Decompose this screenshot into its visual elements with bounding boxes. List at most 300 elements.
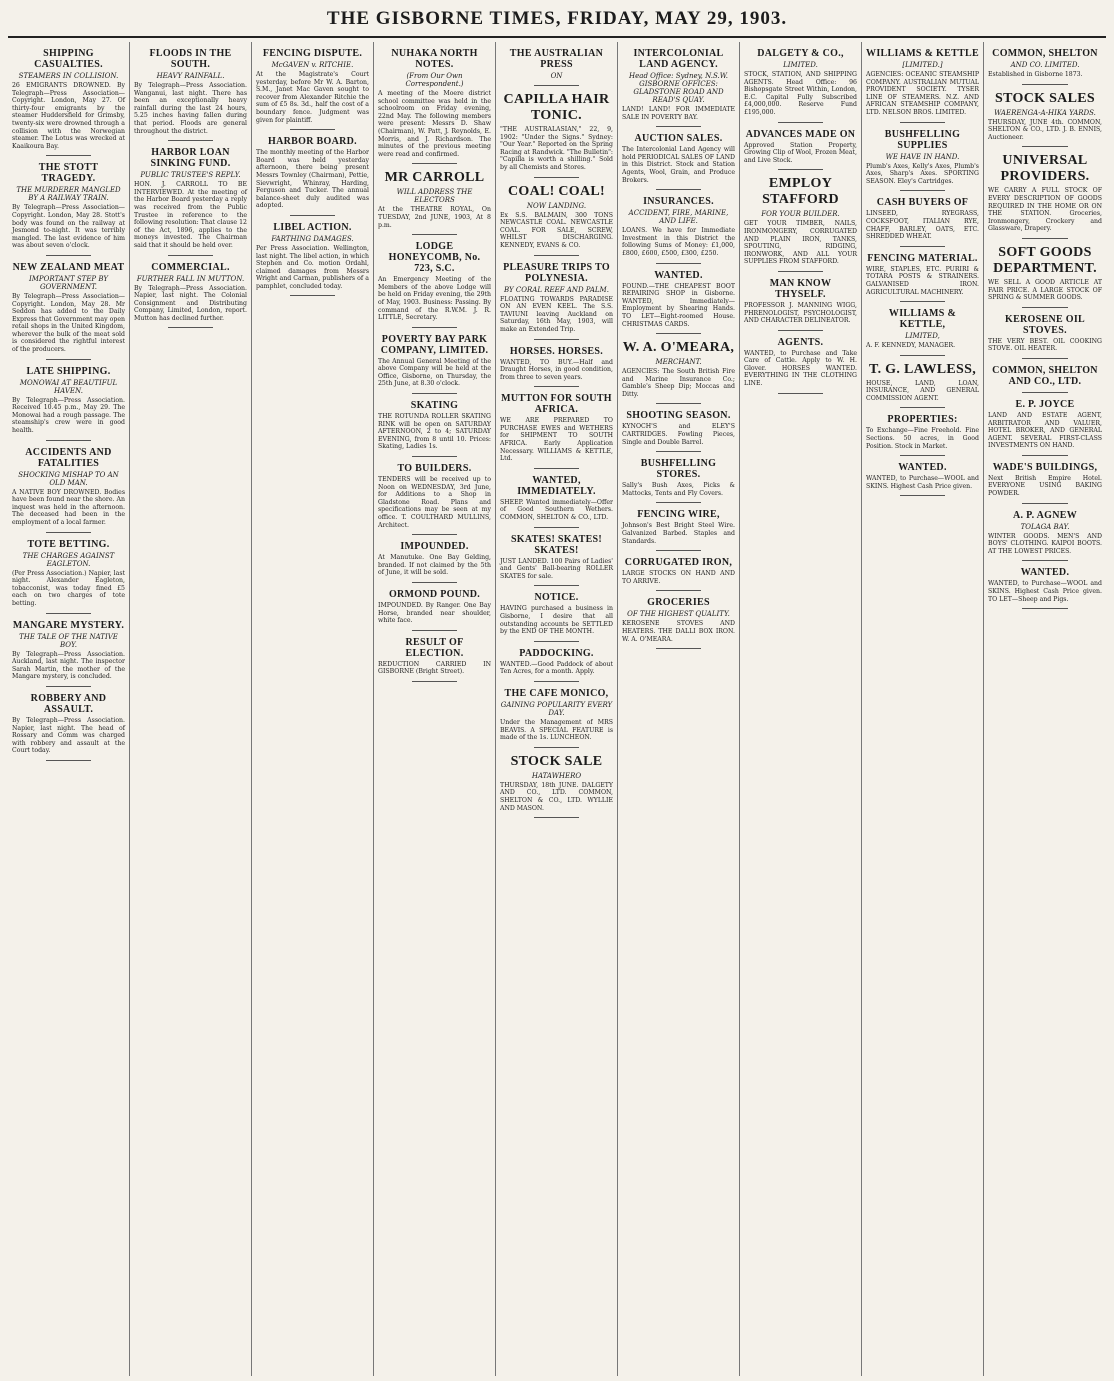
article-body: KEROSENE STOVES AND HEATERS. THE DALLI BOX IRON. W. A. O'MEARA.: [622, 620, 735, 643]
article-body: By Telegraph—Press Association—Copyright. London, May 28. Stott's body was found on the railway at Jesmond to-night. It was terribly mangled. The last evidence of him was about seven o'clock.: [12, 204, 125, 250]
article-heading: THE AUSTRALIAN PRESS: [509, 48, 604, 70]
article: [12, 48, 125, 156]
article-body: At the THEATRE ROYAL, On TUESDAY, 2nd JUNE, 1903, At 8 p.m.: [378, 206, 491, 229]
article-heading: CASH BUYERS OF: [876, 197, 969, 209]
section-divider: [778, 122, 823, 123]
article-heading: THE CAFE MONICO,: [504, 687, 609, 699]
article-heading: LATE SHIPPING.: [26, 365, 111, 377]
article: [988, 365, 1102, 393]
section-divider: [290, 215, 335, 216]
article-heading: SKATING: [410, 400, 459, 412]
article: [988, 314, 1102, 359]
article: [988, 567, 1102, 609]
article: [12, 162, 125, 256]
section-divider: [900, 407, 945, 408]
article-subheading: Head Office: Sydney, N.S.W. GISBORNE OFFICES: GLADSTONE ROAD AND READ'S QUAY.: [629, 72, 728, 104]
article-heading: FENCING WIRE,: [637, 509, 720, 521]
article-heading: FLOODS IN THE SOUTH.: [149, 48, 232, 70]
article-heading: ACCIDENTS AND FATALITIES: [25, 446, 112, 469]
article: [622, 196, 735, 263]
article: [988, 399, 1102, 456]
article-body: WE SELL A GOOD ARTICLE AT FAIR PRICE. A LARGE STOCK OF SPRING & SUMMER GOODS.: [988, 278, 1102, 302]
article-body: AGENCIES: The South British Fire and Marine Insurance Co.; Gamble's Sheep Dip; Moccas and Ditty.: [622, 368, 735, 398]
article-body: AGENCIES: OCEANIC STEAMSHIP COMPANY. AUSTRALIAN MUTUAL PROVIDENT SOCIETY. TYSER LINE OF STEAMERS. N.Z. AND AFRICAN STEAMSHIP COMPANY, LTD. NELSON BROS. LIMITED.: [866, 71, 979, 116]
article-heading: COMMON, SHELTON: [992, 48, 1098, 59]
article-subheading: [LIMITED.]: [902, 61, 943, 69]
article-heading: SHOOTING SEASON.: [626, 410, 731, 422]
article-heading: WANTED.: [898, 462, 947, 474]
article: [378, 400, 491, 457]
section-divider: [900, 301, 945, 302]
section-divider: [412, 681, 457, 682]
article: [134, 48, 247, 141]
article: [866, 253, 979, 302]
section-divider: [778, 330, 823, 331]
article-subheading: NOW LANDING.: [526, 201, 587, 210]
article-heading: FENCING MATERIAL.: [867, 252, 978, 264]
masthead: [0, 8, 1114, 34]
article-body: STOCK, STATION, AND SHIPPING AGENTS. Head Office: 96 Bishopsgate Street Within, London, E.C. Capital Fully Subscribed £4,000,000. Reserve Fund £195,000.: [744, 71, 857, 116]
article: [500, 262, 613, 340]
article-subheading: WILL ADDRESS THE ELECTORS: [396, 188, 473, 205]
article-heading: PLEASURE TRIPS TO POLYNESIA.: [503, 261, 610, 284]
article-body: PROFESSOR J. MANNING WIGG, PHRENOLOGIST, PSYCHOLOGIST, AND CHARACTER DELINEATOR.: [744, 301, 857, 325]
article-heading: ADVANCES MADE ON: [745, 128, 856, 140]
article: [988, 153, 1102, 239]
article-body: FLOATING TOWARDS PARADISE ON AN EVEN KEEL. The S.S. TAVIUNI leaving Auckland on Saturday, 16th May, 1903, will make an Extended Trip.: [500, 295, 613, 333]
article-heading: LODGE HONEYCOMB, No. 723, S.C.: [388, 241, 481, 275]
article: [500, 534, 613, 587]
article: [378, 170, 491, 235]
article-subheading: IMPORTANT STEP BY GOVERNMENT.: [28, 274, 109, 291]
article-heading: LIBEL ACTION.: [273, 221, 352, 233]
article-heading: NOTICE.: [534, 592, 579, 604]
column-2: [130, 42, 252, 1376]
article-subheading: FURTHER FALL IN MUTTON.: [136, 274, 245, 283]
article-heading: W. A. O'MEARA,: [622, 340, 735, 356]
article-subheading: PUBLIC TRUSTEE'S REPLY.: [140, 171, 241, 180]
article-heading: IMPOUNDED.: [400, 541, 469, 553]
article-subheading: McGAVEN v. RITCHIE.: [271, 61, 354, 69]
article-heading: E. P. JOYCE: [1015, 398, 1075, 410]
article-heading: EMPLOY STAFFORD: [762, 176, 839, 208]
article-body: Approved Station Property, Growing Clip of Wool, Frozen Meat, and Live Stock.: [744, 141, 857, 164]
article-heading: UNIVERSAL PROVIDERS.: [1000, 153, 1090, 185]
section-divider: [1022, 392, 1068, 393]
section-divider: [46, 255, 91, 256]
article-subheading: GAINING POPULARITY EVERY DAY.: [500, 700, 613, 717]
article-subheading: WAERENGA-A-HIKA YARDS.: [994, 108, 1096, 117]
article: [500, 346, 613, 388]
article: [622, 133, 735, 190]
article-body: A meeting of the Moere district school committee was held in the schoolroom on Friday evening, 22nd May. The following members were present: Messrs D. Shaw (Chairman), W. Patt, J. Reynolds, E. Morris, and J. Richardson. The minutes of the previous meeting were read and confirmed.: [378, 90, 491, 158]
article-heading: PROPERTIES:: [887, 414, 958, 426]
column-9: [984, 42, 1106, 1376]
article: [12, 447, 125, 533]
article-body: WANTED, to Purchase—WOOL and SKINS. Highest Cash Price given.: [866, 475, 979, 490]
article-heading: TOTE BETTING.: [27, 538, 110, 550]
article: [378, 463, 491, 535]
article-heading: COAL! COAL!: [507, 183, 606, 199]
article-body: THURSDAY, JUNE 4th. COMMON, SHELTON & CO., LTD. J. B. ENNIS, Auctioneer.: [988, 118, 1102, 141]
article-heading: GROCERIES: [647, 597, 710, 609]
section-divider: [534, 339, 579, 340]
article-body: By Telegraph—Press Association—Copyright. London, May 28. Mr Seddon has added to the Daily Express that Government may open retail shops in the United Kingdom, wherever the bulk of the meat sold is considered the rightful interest of the producers.: [12, 292, 125, 354]
article-heading: THE STOTT TRAGEDY.: [38, 162, 99, 185]
article-heading: NUHAKA NORTH NOTES.: [391, 48, 478, 70]
article-heading: COMMERCIAL.: [151, 261, 230, 273]
article: [988, 462, 1102, 504]
article: [622, 597, 735, 649]
article-body: A. F. KENNEDY, MANAGER.: [866, 342, 956, 350]
section-divider: [656, 550, 701, 551]
section-divider: [656, 590, 701, 591]
article-heading: WANTED.: [654, 269, 703, 281]
article: [622, 458, 735, 503]
article-body: The Intercolonial Land Agency will hold PERIODICAL SALES OF LAND in this District. Stock and Station Agents, Wool, Grain, and Produce Brokers.: [622, 146, 735, 184]
article-body: LAND! LAND! FOR IMMEDIATE SALE IN POVERTY BAY.: [622, 106, 735, 121]
section-divider: [1022, 238, 1068, 239]
section-divider: [656, 189, 701, 190]
article-subheading: HATAWHERO: [531, 771, 582, 780]
article-heading: INSURANCES.: [643, 196, 714, 208]
section-divider: [534, 641, 579, 642]
section-divider: [290, 129, 335, 130]
article-heading: MR CARROLL: [384, 170, 485, 186]
article-body: Johnson's Best Bright Steel Wire. Galvanized Barbed. Staples and Standards.: [622, 522, 735, 545]
section-divider: [534, 681, 579, 682]
article-subheading: THE CHARGES AGAINST EAGLETON.: [22, 551, 115, 568]
article: [866, 308, 979, 356]
article-heading: DALGETY & CO.,: [757, 48, 844, 59]
article-heading: T. G. LAWLESS,: [868, 361, 977, 377]
section-divider: [656, 648, 701, 649]
article: [500, 92, 613, 178]
article: [12, 366, 125, 441]
article: [256, 48, 369, 130]
article-heading: BUSHFELLING STORES.: [640, 458, 717, 481]
article: [12, 693, 125, 761]
article-body: At the Magistrate's Court yesterday, before Mr W. A. Barton, S.M., Janet Mac Gaven sought to recover from Alexander Ritchie the sum of £5 8s. 3d., half the cost of a boundary fence. Judgment was given for plaintiff.: [256, 71, 369, 124]
article: [622, 509, 735, 551]
section-divider: [778, 271, 823, 272]
section-divider: [778, 169, 823, 170]
section-divider: [1022, 358, 1068, 359]
article-heading: SHIPPING CASUALTIES.: [34, 48, 103, 70]
article-body: An Emergency Meeting of the Members of the above Lodge will be held on Friday evening, the 29th of May, 1903. Business: Passing. By command of the R.W.M. J. R. LITTLE, Secretary.: [378, 276, 491, 322]
article-heading: FENCING DISPUTE.: [262, 48, 363, 59]
article-heading: ORMOND POUND.: [388, 588, 481, 600]
article-subheading: STEAMERS IN COLLISION.: [18, 72, 119, 80]
section-divider: [168, 255, 213, 256]
article-body: WANTED, TO BUY.—Half and Draught Horses, in good condition, from three to seven years.: [500, 358, 613, 381]
section-divider: [412, 534, 457, 535]
article: [134, 262, 247, 329]
article: [622, 48, 735, 127]
section-divider: [534, 468, 579, 469]
article: [988, 510, 1102, 562]
section-divider: [534, 255, 579, 256]
article: [500, 592, 613, 641]
article-body: WANTED, to Purchase—WOOL and SKINS. Highest Cash Price given. TO LET—Sheep and Pigs.: [988, 580, 1102, 603]
section-divider: [534, 585, 579, 586]
article-subheading: ON: [550, 72, 563, 80]
article-body: By Telegraph—Press Association. Auckland, last night. The inspector Sarah Martin, the mother of the Mangare mystery, is concluded.: [12, 650, 125, 681]
article: [988, 245, 1102, 308]
article-body: Sally's Bush Axes, Picks & Mattocks, Tents and Fly Covers.: [622, 482, 735, 497]
section-divider: [46, 613, 91, 614]
section-divider: [46, 760, 91, 761]
article-body: THE VERY BEST. OIL COOKING STOVE. OIL HEATER.: [988, 337, 1102, 353]
article-heading: STOCK SALES: [995, 90, 1095, 106]
article-body: JUST LANDED. 100 Pairs of Ladies' and Gents' Ball-bearing ROLLER SKATES for sale.: [500, 557, 613, 580]
article-heading: MAN KNOW THYSELF.: [769, 277, 832, 300]
article-heading: WILLIAMS & KETTLE: [866, 48, 979, 59]
section-divider: [656, 263, 701, 264]
article: [12, 539, 125, 614]
article-heading: WADE'S BUILDINGS,: [992, 461, 1098, 473]
article-subheading: TOLAGA BAY.: [1020, 522, 1070, 531]
article-body: By Telegraph—Press Association. Received 10.45 p.m., May 29. The Monowai had a rough passage. The steamship's crew were in good health.: [12, 396, 125, 435]
column-1: [8, 42, 130, 1376]
article: [866, 197, 979, 246]
section-divider: [168, 327, 213, 328]
article-subheading: THE MURDERER MANGLED BY A RAILWAY TRAIN.: [16, 186, 121, 203]
article-heading: WANTED, IMMEDIATELY.: [517, 474, 596, 497]
article-body: At Manutuke. One Bay Gelding, branded. If not claimed by the 5th of June, it will be sold.: [378, 554, 491, 577]
article-body: To Exchange—Fine Freehold. Fine Sections. 50 acres, in Good Position. Stock in Market.: [866, 427, 979, 450]
article-subheading: MONOWAI AT BEAUTIFUL HAVEN.: [19, 378, 118, 395]
article: [866, 462, 979, 496]
article-heading: POVERTY BAY PARK COMPANY, LIMITED.: [380, 333, 489, 356]
article-subheading: THE TALE OF THE NATIVE BOY.: [19, 632, 118, 649]
section-divider: [412, 327, 457, 328]
article-body: LOANS. We have for Immediate Investment in this District the following Sums of Money: £1,000, £800, £600, £500, £300, £250.: [622, 227, 735, 257]
article: [988, 48, 1102, 85]
article-body: WINTER GOODS. MEN'S AND BOYS' CLOTHING. KAIPOI BOOTS. AT THE LOWEST PRICES.: [988, 532, 1102, 555]
article-heading: HARBOR BOARD.: [268, 136, 357, 148]
article: [744, 129, 857, 171]
article: [378, 48, 491, 164]
section-divider: [46, 155, 91, 156]
article-subheading: OF THE HIGHEST QUALITY.: [627, 610, 730, 619]
article: [744, 278, 857, 331]
article-body: Under the Management of MRS BEAVIS. A SPECIAL FEATURE is made of the 1s. LUNCHEON.: [500, 718, 613, 742]
article-heading: MUTTON FOR SOUTH AFRICA.: [501, 393, 612, 416]
article: [866, 129, 979, 192]
article-heading: INTERCOLONIAL LAND AGENCY.: [633, 48, 724, 70]
article: [866, 362, 979, 409]
section-divider: [46, 532, 91, 533]
article: [500, 648, 613, 682]
article-subheading: FARTHING DAMAGES.: [271, 234, 354, 243]
section-divider: [656, 502, 701, 503]
article-body: FOUND.—THE CHEAPEST BOOT REPAIRING SHOP in Gisborne. WANTED, Immediately—Employment by Shearing Hands. TO LET—Eight-roomed House. CHRISTMAS CARDS.: [622, 282, 735, 328]
section-divider: [656, 333, 701, 334]
article-body: HAVING purchased a business in Gisborne, I desire that all outstanding accounts be SETTLED by the END OF THE MONTH.: [500, 605, 613, 636]
article-body: SHEEP. Wanted immediately—Offer of Good Southern Wethers. COMMON, SHELTON & CO., LTD.: [500, 498, 613, 522]
article: [744, 48, 857, 123]
article: [378, 541, 491, 583]
section-divider: [1022, 503, 1068, 504]
article-heading: HORSES. HORSES.: [509, 345, 604, 357]
section-divider: [534, 386, 579, 387]
article: [500, 475, 613, 528]
article-heading: NEW ZEALAND MEAT: [12, 261, 125, 273]
article: [378, 637, 491, 682]
section-divider: [900, 355, 945, 356]
article: [866, 48, 979, 123]
section-divider: [656, 403, 701, 404]
section-divider: [1022, 560, 1068, 561]
article-heading: HARBOR LOAN SINKING FUND.: [150, 147, 231, 170]
section-divider: [534, 527, 579, 528]
section-divider: [656, 451, 701, 452]
article-heading: WANTED.: [1020, 567, 1070, 579]
article: [500, 48, 613, 86]
article: [378, 334, 491, 394]
article: [256, 222, 369, 297]
article-heading: A. P. AGNEW: [1012, 509, 1078, 521]
article: [500, 754, 613, 818]
article-body: LAND AND ESTATE AGENT, ARBITRATOR AND VALUER, HOTEL BROKER, AND GENERAL AGENT. SEVERAL FIRST-CLASS INVESTMENTS ON HAND.: [988, 411, 1102, 450]
article-body: The Annual General Meeting of the above Company will be held at the Office, Gisborne, on Thursday, the 25th June, at 8.30 o'clock.: [378, 357, 491, 388]
article-heading: TO BUILDERS.: [397, 463, 472, 475]
article-body: Per Press Association. Wellington, last night. The libel action, in which Stephen and Co. motion Ordahl, claimed damages from Messrs Wright and Carman, publishers of a pamphlet, concluded today.: [256, 244, 369, 290]
article: [378, 589, 491, 631]
article-body: "THE AUSTRALASIAN," 22, 9, 1902: "Under the Signs." Sydney: "Our Year." Reported on the Spring Racing at Randwick. "The Bulletin": "Capilla is worth a shilling." Sold by all Chemists and Stores.: [500, 126, 613, 171]
column-5: [496, 42, 618, 1376]
section-divider: [900, 122, 945, 123]
article-subheading: BY CORAL REEF AND PALM.: [504, 285, 609, 294]
article-body: Ex S.S. BALMAIN, 300 TONS NEWCASTLE COAL. NEWCASTLE COAL. FOR SALE, SCREW, WHILST DISCHARGING. KENNEDY, EVANS & CO.: [500, 211, 613, 249]
article: [988, 91, 1102, 148]
article-body: THE ROTUNDA ROLLER SKATING RINK will be open on SATURDAY AFTERNOON, 2 to 4; SATURDAY EVENING, from 8 until 10. Prices: Skating, Ladies 1s.: [378, 413, 491, 451]
section-divider: [412, 163, 457, 164]
article-subheading: WE HAVE IN HAND.: [885, 152, 960, 161]
article-heading: PADDOCKING.: [519, 647, 594, 659]
article-heading: MANGARE MYSTERY.: [12, 619, 125, 631]
article: [134, 147, 247, 255]
article-body: IMPOUNDED. By Ranger. One Bay Horse, branded near shoulder, white face.: [378, 601, 491, 625]
article-body: KYNOCH'S and ELEY'S CARTRIDGES. Fowling Pieces, Single and Double Barrel.: [622, 423, 735, 446]
article-body: WANTED.—Good Paddock of about Ten Acres, for a month. Apply.: [500, 660, 613, 676]
section-divider: [900, 495, 945, 496]
article-body: 26 EMIGRANTS DROWNED. By Telegraph—Press Association—Copyright. London, May 27. Of thirty-four emigrants by the steamer Huddersfield for Grimsby, twenty-six were drowned through a collision with the Norwegian steamer. The Lotus was wrecked at Kaaikoura Bay.: [12, 82, 125, 150]
section-divider: [778, 393, 823, 394]
article: [622, 557, 735, 591]
masthead-rule: [8, 36, 1106, 38]
section-divider: [1022, 455, 1068, 456]
article-body: WANTED, to Purchase and Take Care of Cattle. Apply to W. H. Glover. HORSES WANTED. EVERYTHING IN THE CLOTHING LINE.: [744, 349, 857, 388]
section-divider: [412, 456, 457, 457]
section-divider: [46, 359, 91, 360]
article-subheading: LIMITED.: [783, 61, 818, 69]
article: [622, 410, 735, 452]
section-divider: [1022, 146, 1068, 147]
article: [622, 340, 735, 404]
article-heading: RESULT OF ELECTION.: [405, 636, 464, 659]
article: [744, 176, 857, 272]
article-heading: AGENTS.: [777, 336, 824, 348]
section-divider: [46, 686, 91, 687]
article-heading: STOCK SALE: [510, 753, 603, 769]
article-body: By Telegraph—Press Association. Napier, last night. The head of Rossary and Comm was charged with robbery and assault at the Court today.: [12, 716, 125, 755]
article-body: LINSEED, RYEGRASS, COCKSFOOT, ITALIAN RYE, CHAFF, BARLEY, OATS, ETC. SHREDDED WHEAT.: [866, 210, 979, 241]
section-divider: [412, 630, 457, 631]
article-heading: WILLIAMS & KETTLE,: [888, 308, 957, 331]
article-body: The monthly meeting of the Harbor Board was held yesterday afternoon, there being present Messrs Townley (Chairman), Pettie, Sievwright, Whinray, Harding, Ferguson and Tucker. The annual balance-sheet duly audited was adopted.: [256, 149, 369, 210]
article-subheading: AND CO. LIMITED.: [1010, 61, 1080, 69]
section-divider: [900, 246, 945, 247]
article-body: HON. J. CARROLL TO BE INTERVIEWED. At the meeting of the Harbor Board yesterday a reply was received from the Public Trustee in reference to the following resolution: That clause 12 of the Act, 1896, applies to the moneys invested. The Chairman said that it should be held over.: [134, 181, 247, 249]
section-divider: [1022, 307, 1068, 308]
section-divider: [168, 140, 213, 141]
section-divider: [900, 455, 945, 456]
article-body: WE CARRY A FULL STOCK OF EVERY DESCRIPTION OF GOODS REQUIRED IN THE HOME OR ON THE STATION. Groceries, Ironmongery, Crockery and Glassware, Drapery.: [988, 187, 1102, 233]
article: [866, 414, 979, 456]
section-divider: [46, 440, 91, 441]
article-subheading: LIMITED,: [905, 332, 940, 341]
article-heading: CAPILLA HAIR TONIC.: [503, 92, 610, 123]
article-subheading: SHOCKING MISHAP TO AN OLD MAN.: [18, 470, 119, 487]
article-heading: COMMON, SHELTON AND CO., LTD.: [992, 364, 1098, 387]
article-heading: SOFT GOODS DEPARTMENT.: [993, 244, 1097, 276]
article: [744, 337, 857, 394]
article-body: WIRE, STAPLES, ETC. PURIRI & TOTARA POSTS & STRAINERS. GALVANISED IRON. AGRICULTURAL MACHINERY.: [866, 265, 979, 296]
article-body: (Per Press Association.) Napier, last night. Alexander Eagleton, tobacconist, was today fined £5 each on two charges of tote betting.: [12, 569, 125, 607]
article-body: A NATIVE BOY DROWNED. Bodies have been found near the shore. An inquest was held in the afternoon. The deceased had been in the employment of a local farmer.: [12, 488, 125, 526]
article-body: HOUSE, LAND, LOAN, INSURANCE, AND GENERAL COMMISSION AGENT.: [866, 379, 979, 402]
section-divider: [290, 295, 335, 296]
section-divider: [534, 747, 579, 748]
article-body: WE ARE PREPARED TO PURCHASE EWES and WETHERS for SHIPMENT TO SOUTH AFRICA. Early Application Necessary. WILLIAMS & KETTLE, Ltd.: [500, 417, 613, 463]
newspaper-columns: [8, 42, 1106, 1376]
article-body: LARGE STOCKS ON HAND AND TO ARRIVE.: [622, 570, 735, 585]
article-heading: BUSHFELLING SUPPLIES: [884, 128, 961, 151]
article: [500, 184, 613, 256]
article-body: REDUCTION CARRIED IN GISBORNE (Bright Street).: [378, 660, 491, 676]
section-divider: [1022, 608, 1068, 609]
article-heading: CORRUGATED IRON,: [624, 557, 733, 569]
section-divider: [656, 126, 701, 127]
article-body: By Telegraph—Press Association. Wanganui, last night. There has been an exceptionally heavy rainfall during the last 24 hours, 5.25 inches having fallen during that period. Floods are general throughout the district.: [134, 82, 247, 135]
column-4: [374, 42, 496, 1376]
article-body: GET YOUR TIMBER, NAILS, IRONMONGERY, CORRUGATED AND PLAIN IRON, TANKS, SPOUTING, RIDGING, IRONWORK, AND ALL YOUR SUPPLIES FROM STAFFORD.: [744, 220, 857, 266]
section-divider: [900, 190, 945, 191]
section-divider: [534, 177, 579, 178]
article-subheading: (From Our Own Correspondent.): [405, 72, 464, 88]
article-body: Established in Gisborne 1873.: [988, 71, 1083, 78]
article: [378, 241, 491, 328]
section-divider: [534, 85, 579, 86]
article-body: TENDERS will be received up to Noon on WEDNESDAY, 3rd June, for Additions to a Shop in Gladstone Road. Plans and specifications may be seen at my office. T. COULTHARD MULLINS, Architect.: [378, 476, 491, 529]
article-body: By Telegraph—Press Association. Napier, last night. The Colonial Consignment and Distributing Company, Limited, London, report. Mutton has declined further.: [134, 284, 247, 322]
article-body: Next British Empire Hotel. EVERYONE USING BAKING POWDER.: [988, 474, 1102, 498]
column-6: [618, 42, 740, 1376]
article-heading: ROBBERY AND ASSAULT.: [30, 692, 107, 715]
article-subheading: FOR YOUR BUILDER.: [761, 210, 840, 219]
section-divider: [412, 393, 457, 394]
article: [500, 393, 613, 469]
article: [622, 270, 735, 335]
article-subheading: ACCIDENT, FIRE, MARINE, AND LIFE.: [628, 209, 729, 226]
article-body: THURSDAY, 18th JUNE. DALGETY AND CO., LTD. COMMON, SHELTON & CO., LTD. WYLLIE AND MASON.: [500, 781, 613, 812]
column-3: [252, 42, 374, 1376]
newspaper-title: THE GISBORNE TIMES, FRIDAY, MAY 29, 1903.: [326, 8, 788, 29]
section-divider: [412, 234, 457, 235]
article: [12, 262, 125, 360]
